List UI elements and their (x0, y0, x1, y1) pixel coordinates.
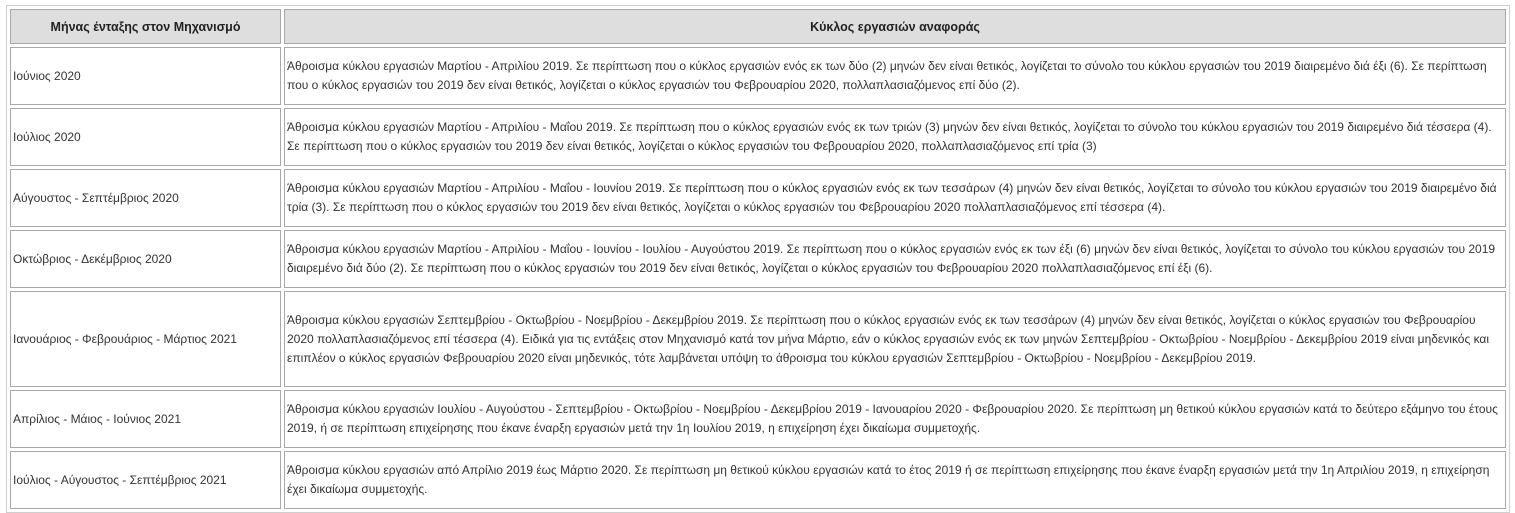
row-month-cell: Απρίλιος - Μάιος - Ιούνιος 2021 (10, 390, 281, 448)
table-header (10, 9, 1506, 44)
table-body (10, 47, 1506, 509)
row-month-cell: Ιούλιος - Αύγουστος - Σεπτέμβριος 2021 (10, 451, 281, 509)
row-description-cell: Άθροισμα κύκλου εργασιών Μαρτίου - Απριλίου 2019. Σε περίπτωση που ο κύκλος εργασιών ενός εκ των δύο (2) μηνών δεν είναι θετικός, λογίζεται το σύνολο του κύκλου εργασιών του 2019 διαιρεμένο διά έξι (6). Σε περίπτωση που ο κύκλος εργασιών του 2019 δεν είναι θετικός, λογίζεται ο κύκλος εργασιών του Φεβρουαρίου 2020, πολλαπλασιαζόμενος επί δύο (2). (284, 47, 1506, 105)
header-row (10, 9, 1506, 44)
header-reference-cycle: Κύκλος εργασιών αναφοράς (284, 9, 1506, 44)
row-description-cell: Άθροισμα κύκλου εργασιών Μαρτίου - Απριλίου - Μαΐου - Ιουνίου - Ιουλίου - Αυγούστου 2019. Σε περίπτωση που ο κύκλος εργασιών ενός εκ των έξι (6) μηνών δεν είναι θετικός, λογίζεται το σύνολο του κύκλου εργασιών του 2019 διαιρεμένο διά δύο (2). Σε περίπτωση που ο κύκλος εργασιών του 2019 δεν είναι θετικός, λογίζεται ο κύκλος εργασιών του Φεβρουαρίου 2020 πολλαπλασιαζόμενος επί έξι (6). (284, 230, 1506, 288)
table-row (10, 169, 1506, 227)
row-month-cell: Ιούνιος 2020 (10, 47, 281, 105)
reference-turnover-table-container (6, 5, 1510, 513)
table-row (10, 230, 1506, 288)
table-row (10, 108, 1506, 166)
row-month-cell: Αύγουστος - Σεπτέμβριος 2020 (10, 169, 281, 227)
row-description-cell: Άθροισμα κύκλου εργασιών Μαρτίου - Απριλίου - Μαΐου - Ιουνίου 2019. Σε περίπτωση που ο κύκλος εργασιών ενός εκ των τεσσάρων (4) μηνών δεν είναι θετικός, λογίζεται το σύνολο του κύκλου εργασιών του 2019 διαιρεμένο διά τρία (3). Σε περίπτωση που ο κύκλος εργασιών του 2019 δεν είναι θετικός, λογίζεται ο κύκλος εργασιών του Φεβρουαρίου 2020 πολλαπλασιαζόμενος επί τέσσερα (4). (284, 169, 1506, 227)
table-row (10, 291, 1506, 387)
row-description-cell: Άθροισμα κύκλου εργασιών από Απρίλιο 2019 έως Μάρτιο 2020. Σε περίπτωση μη θετικού κύκλου εργασιών κατά το έτος 2019 ή σε περίπτωση επιχείρησης που έκανε έναρξη εργασιών μετά την 1η Απριλίου 2019, η επιχείρηση έχει δικαίωμα συμμετοχής. (284, 451, 1506, 509)
row-description-cell: Άθροισμα κύκλου εργασιών Μαρτίου - Απριλίου - Μαΐου 2019. Σε περίπτωση που ο κύκλος εργασιών ενός εκ των τριών (3) μηνών δεν είναι θετικός, λογίζεται το σύνολο του κύκλου εργασιών του 2019 διαιρεμένο διά τέσσερα (4). Σε περίπτωση που ο κύκλος εργασιών του 2019 δεν είναι θετικός, λογίζεται ο κύκλος εργασιών του Φεβρουαρίου 2020, πολλαπλασιαζόμενος επί τρία (3) (284, 108, 1506, 166)
row-description-cell: Άθροισμα κύκλου εργασιών Ιουλίου - Αυγούστου - Σεπτεμβρίου - Οκτωβρίου - Νοεμβρίου - Δεκεμβρίου 2019 - Ιανουαρίου 2020 - Φεβρουαρίου 2020. Σε περίπτωση μη θετικού κύκλου εργασιών κατά το δεύτερο εξάμηνο του έτους 2019, ή σε περίπτωση επιχείρησης που έκανε έναρξη εργασιών μετά την 1η Ιουλίου 2019, η επιχείρηση έχει δικαίωμα συμμετοχής. (284, 390, 1506, 448)
row-month-cell: Ιούλιος 2020 (10, 108, 281, 166)
row-month-cell: Ιανουάριος - Φεβρουάριος - Μάρτιος 2021 (10, 291, 281, 387)
table-row (10, 47, 1506, 105)
table-row (10, 451, 1506, 509)
row-month-cell: Οκτώβριος - Δεκέμβριος 2020 (10, 230, 281, 288)
header-month: Μήνας ένταξης στον Μηχανισμό (10, 9, 281, 44)
reference-turnover-table (6, 5, 1510, 513)
table-row (10, 390, 1506, 448)
row-description-cell: Άθροισμα κύκλου εργασιών Σεπτεμβρίου - Οκτωβρίου - Νοεμβρίου - Δεκεμβρίου 2019. Σε περίπτωση που ο κύκλος εργασιών ενός εκ των τεσσάρων (4) μηνών δεν είναι θετικός, λογίζεται ο κύκλος εργασιών του Φεβρουαρίου 2020 πολλαπλασιαζόμενος επί τέσσερα (4). Ειδικά για τις εντάξεις στον Μηχανισμό κατά τον μήνα Μάρτιο, εάν ο κύκλος εργασιών ενός εκ των μηνών Σεπτεμβρίου - Οκτωβρίου - Νοεμβρίου - Δεκεμβρίου 2019 είναι μηδενικός και επιπλέον ο κύκλος εργασιών Φεβρουαρίου 2020 είναι μηδενικός, τότε λαμβάνεται υπόψη το άθροισμα του κύκλου εργασιών Σεπτεμβρίου - Οκτωβρίου - Νοεμβρίου - Δεκεμβρίου 2019. (284, 291, 1506, 387)
